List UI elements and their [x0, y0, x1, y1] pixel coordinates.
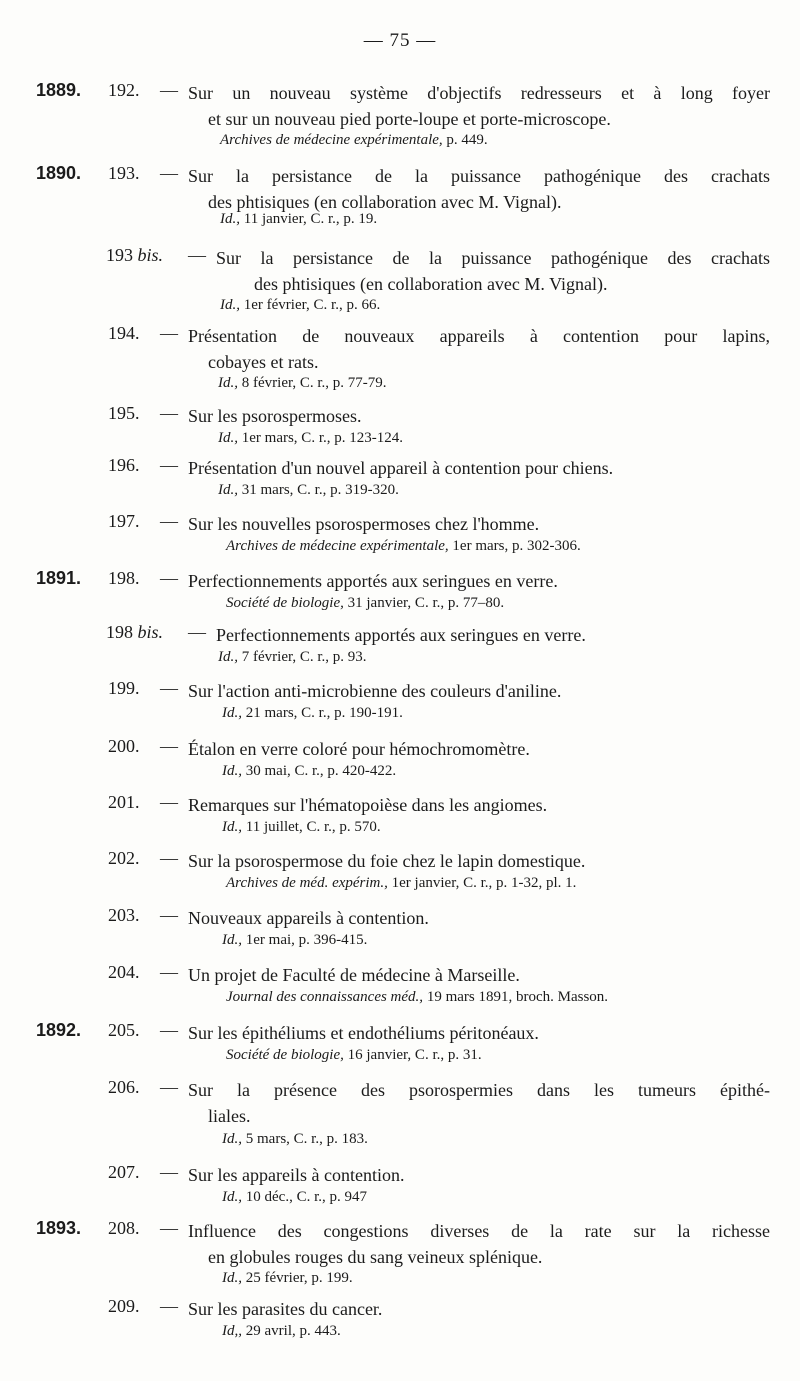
- entry-title-line: des phtisiques (en collaboration avec M. Vignal).: [254, 274, 608, 294]
- entry-title: [188, 1218, 770, 1270]
- entry-title: [216, 622, 770, 648]
- entry-title-line: Sur les parasites du cancer.: [188, 1299, 383, 1319]
- reference-detail: 10 déc., C. r., p. 947: [242, 1189, 367, 1205]
- entry-year: 1893.: [36, 1218, 82, 1238]
- entry-title-line: liales.: [208, 1106, 251, 1126]
- reference-detail: 1er mars, C. r., p. 123-124.: [238, 430, 403, 446]
- bis-marker: bis.: [137, 622, 164, 642]
- entry-number: 204.: [108, 962, 140, 982]
- reference-detail: 1er mai, p. 396-415.: [242, 932, 368, 948]
- entry-title-line: Sur les psorospermoses.: [188, 406, 362, 426]
- reference-source: Archives de méd. expérim.,: [226, 875, 388, 891]
- entry-title: [188, 163, 770, 215]
- entry-dash: —: [160, 568, 178, 588]
- entry-dash: —: [160, 678, 178, 698]
- entry-title: [188, 511, 770, 537]
- entry-number: 206.: [108, 1077, 140, 1097]
- reference-detail: 30 mai, C. r., p. 420-422.: [242, 763, 397, 779]
- entry-dash: —: [160, 962, 178, 982]
- entry-title: [188, 1162, 770, 1188]
- entry-title: [188, 1296, 770, 1322]
- entry-reference: [226, 538, 581, 555]
- reference-source: Archives de médecine expérimentale,: [226, 538, 449, 554]
- entry-title: [188, 455, 770, 481]
- entry-title-line: Perfectionnements apportés aux seringues en verre.: [188, 571, 558, 591]
- entry-number: 192.: [108, 80, 140, 100]
- entry-reference: [222, 932, 367, 949]
- entry-title: [188, 1020, 770, 1046]
- entry-dash: —: [160, 1020, 178, 1040]
- entry-dash: —: [160, 80, 178, 100]
- entry-number: 198 bis.: [106, 622, 164, 642]
- entry-title-line: Perfectionnements apportés aux seringues en verre.: [216, 625, 586, 645]
- entry-title-line: cobayes et rats.: [208, 352, 319, 372]
- entry-reference: [222, 763, 396, 780]
- reference-detail: 25 février, p. 199.: [242, 1270, 353, 1286]
- entry-number: 193 bis.: [106, 245, 164, 265]
- entry-reference: [218, 649, 367, 666]
- entry-title-line: Sur un nouveau système d'objectifs redresseurs et à long foyer: [188, 83, 770, 103]
- entry-number: 197.: [108, 511, 140, 531]
- entry-number: 193.: [108, 163, 140, 183]
- entry-title: [188, 678, 770, 704]
- entry-title: [188, 792, 770, 818]
- reference-detail: 31 mars, C. r., p. 319-320.: [238, 482, 399, 498]
- entry-title: [188, 80, 770, 132]
- entry-title: [188, 323, 770, 375]
- entry-title-line: Sur la persistance de la puissance pathogénique des crachats: [188, 166, 770, 186]
- entry-reference: [222, 1131, 368, 1148]
- entry-number: 199.: [108, 678, 140, 698]
- entry-title-line: Sur les appareils à contention.: [188, 1165, 405, 1185]
- entry-number: 203.: [108, 905, 140, 925]
- entry-reference: [226, 989, 608, 1006]
- entry-number: 201.: [108, 792, 140, 812]
- entry-title-line: Sur les épithéliums et endothéliums péritonéaux.: [188, 1023, 539, 1043]
- entry-year: 1891.: [36, 568, 82, 588]
- reference-source: Id.,: [220, 297, 240, 313]
- reference-detail: 8 février, C. r., p. 77-79.: [238, 375, 387, 391]
- entry-title-line: Un projet de Faculté de médecine à Marseille.: [188, 965, 520, 985]
- entry-dash: —: [160, 848, 178, 868]
- reference-source: Id.,: [222, 763, 242, 779]
- entry-title: [188, 848, 770, 874]
- entry-title-line: Sur l'action anti-microbienne des couleurs d'aniline.: [188, 681, 562, 701]
- reference-source: Id.,: [222, 932, 242, 948]
- entry-year: 1889.: [36, 80, 82, 100]
- reference-detail: 1er janvier, C. r., p. 1-32, pl. 1.: [387, 875, 577, 891]
- reference-source: Id.,: [222, 1131, 242, 1147]
- entry-reference: [226, 1047, 482, 1064]
- entry-title: [188, 403, 770, 429]
- entry-dash: —: [160, 1218, 178, 1238]
- reference-source: Id.,: [218, 649, 238, 665]
- entry-dash: —: [160, 1077, 178, 1097]
- entry-reference: [222, 1270, 353, 1287]
- reference-detail: 31 janvier, C. r., p. 77–80.: [343, 595, 505, 611]
- reference-source: Archives de médecine expérimentale,: [220, 132, 443, 148]
- reference-detail: 11 janvier, C. r., p. 19.: [240, 211, 378, 227]
- reference-source: Id.,: [222, 705, 242, 721]
- entry-year: 1890.: [36, 163, 82, 183]
- entry-title-line: des phtisiques (en collaboration avec M. Vignal).: [208, 192, 562, 212]
- entry-reference: [218, 430, 403, 447]
- entry-title: [188, 905, 770, 931]
- entry-dash: —: [160, 511, 178, 531]
- entry-number: 198.: [108, 568, 140, 588]
- reference-source: Id,,: [222, 1323, 242, 1339]
- reference-detail: 11 juillet, C. r., p. 570.: [242, 819, 381, 835]
- entry-title-line: Présentation de nouveaux appareils à contention pour lapins,: [188, 326, 770, 346]
- entry-dash: —: [160, 905, 178, 925]
- reference-detail: 19 mars 1891, broch. Masson.: [423, 989, 609, 1005]
- entry-number: 200.: [108, 736, 140, 756]
- bis-marker: bis.: [137, 245, 164, 265]
- entry-number: 194.: [108, 323, 140, 343]
- reference-source: Id.,: [222, 1270, 242, 1286]
- entry-title-line: Remarques sur l'hématopoièse dans les angiomes.: [188, 795, 548, 815]
- entry-dash: —: [160, 736, 178, 756]
- entry-reference: [222, 705, 403, 722]
- reference-source: Id.,: [218, 430, 238, 446]
- entry-reference: [220, 211, 377, 228]
- entry-number: 209.: [108, 1296, 140, 1316]
- entry-reference: [218, 482, 399, 499]
- reference-source: Id.,: [220, 211, 240, 227]
- entry-reference: [220, 132, 488, 149]
- entry-title-line: et sur un nouveau pied porte-loupe et porte-microscope.: [208, 109, 611, 129]
- entry-number: 195.: [108, 403, 140, 423]
- entry-dash: —: [160, 1296, 178, 1316]
- reference-source: Société de biologie,: [226, 1047, 344, 1063]
- entry-dash: —: [188, 245, 206, 265]
- reference-detail: 1er février, C. r., p. 66.: [240, 297, 381, 313]
- entry-dash: —: [188, 622, 206, 642]
- entry-title-line: Nouveaux appareils à contention.: [188, 908, 429, 928]
- reference-source: Société de biologie,: [226, 595, 344, 611]
- entry-title-line: Sur la psorospermose du foie chez le lapin domestique.: [188, 851, 586, 871]
- reference-source: Id.,: [222, 819, 242, 835]
- reference-source: Journal des connaissances méd.,: [226, 989, 424, 1005]
- entry-title: [188, 568, 770, 594]
- page-number: — 75 —: [363, 30, 437, 51]
- entry-title: [188, 736, 770, 762]
- entry-dash: —: [160, 1162, 178, 1182]
- entry-dash: —: [160, 792, 178, 812]
- reference-detail: 16 janvier, C. r., p. 31.: [343, 1047, 482, 1063]
- reference-source: Id.,: [222, 1189, 242, 1205]
- reference-detail: 7 février, C. r., p. 93.: [238, 649, 367, 665]
- entry-reference: [222, 1189, 367, 1206]
- entry-reference: [226, 595, 504, 612]
- entry-dash: —: [160, 455, 178, 475]
- reference-detail: p. 449.: [442, 132, 488, 148]
- entry-title: [216, 245, 770, 297]
- entry-title-line: en globules rouges du sang veineux splénique.: [208, 1247, 543, 1267]
- entry-reference: [222, 819, 381, 836]
- entry-title-line: Présentation d'un nouvel appareil à contention pour chiens.: [188, 458, 614, 478]
- entry-title-line: Sur la présence des psorospermies dans les tumeurs épithé-: [188, 1080, 770, 1100]
- entry-reference: [220, 297, 380, 314]
- entry-number: 207.: [108, 1162, 140, 1182]
- entry-reference: [218, 375, 387, 392]
- reference-source: Id.,: [218, 375, 238, 391]
- entry-dash: —: [160, 323, 178, 343]
- entry-year: 1892.: [36, 1020, 82, 1040]
- reference-detail: 5 mars, C. r., p. 183.: [242, 1131, 368, 1147]
- entry-number: 205.: [108, 1020, 140, 1040]
- entry-number: 196.: [108, 455, 140, 475]
- entry-title: [188, 962, 770, 988]
- reference-detail: 21 mars, C. r., p. 190-191.: [242, 705, 403, 721]
- entry-dash: —: [160, 163, 178, 183]
- reference-source: Id.,: [218, 482, 238, 498]
- reference-detail: 1er mars, p. 302-306.: [448, 538, 581, 554]
- entry-reference: [226, 875, 576, 892]
- entry-title-line: Sur la persistance de la puissance pathogénique des crachats: [216, 248, 770, 268]
- entry-number: 202.: [108, 848, 140, 868]
- entry-title-line: Sur les nouvelles psorospermoses chez l'homme.: [188, 514, 540, 534]
- entry-title-line: Influence des congestions diverses de la rate sur la richesse: [188, 1221, 770, 1241]
- entry-number: 208.: [108, 1218, 140, 1238]
- entry-reference: [222, 1323, 341, 1340]
- entry-title-line: Étalon en verre coloré pour hémochromomètre.: [188, 739, 530, 759]
- entry-title: [188, 1077, 770, 1129]
- reference-detail: 29 avril, p. 443.: [242, 1323, 341, 1339]
- entry-dash: —: [160, 403, 178, 423]
